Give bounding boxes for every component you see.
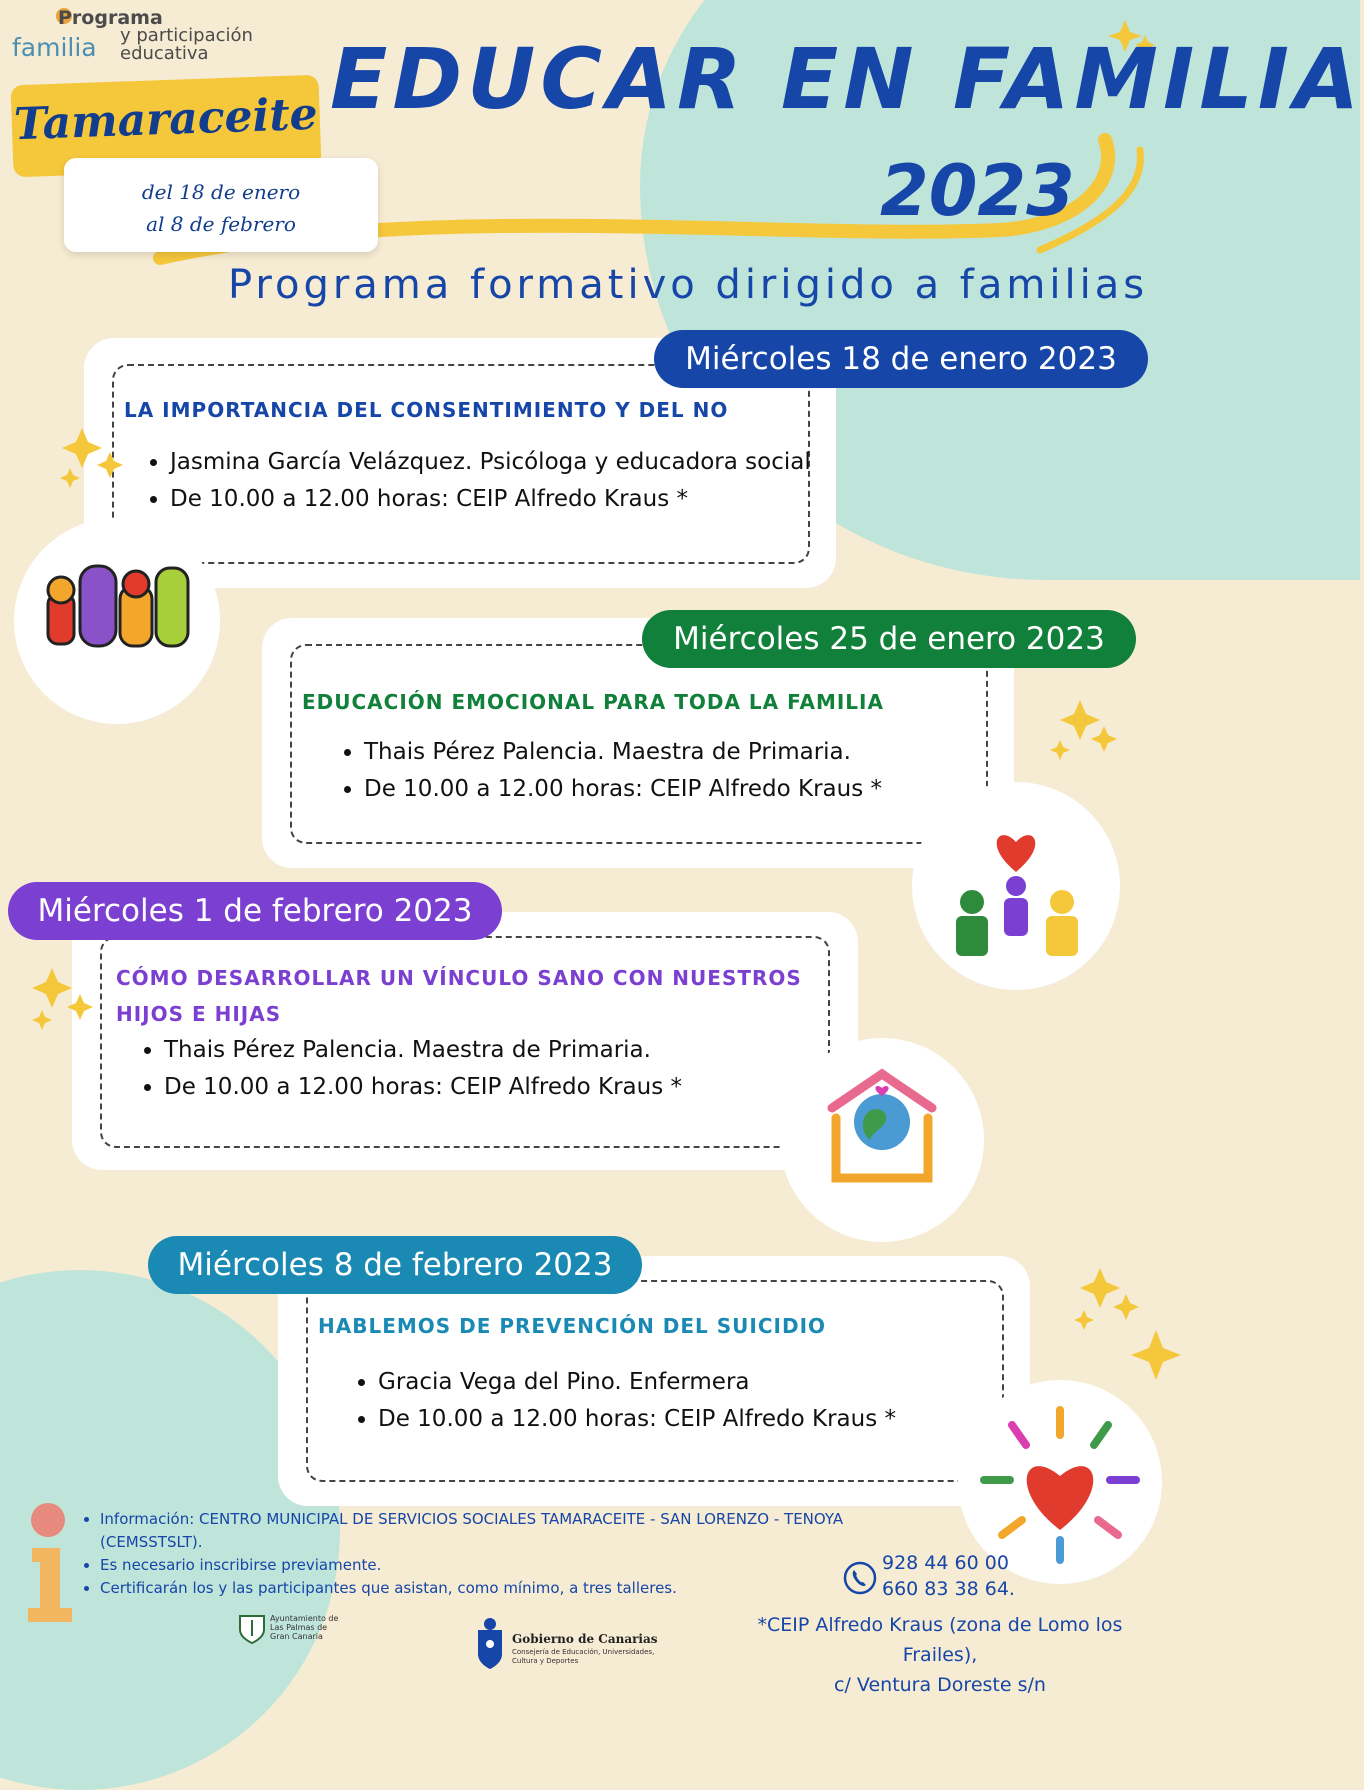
session-date-3: Miércoles 1 de febrero 2023: [8, 882, 502, 940]
ayuntamiento-logo: Ayuntamiento de Las Palmas de Gran Canaria: [238, 1612, 348, 1668]
session-speaker-4: • Gracia Vega del Pino. Enfermera: [378, 1364, 896, 1401]
location-tag: Tamaraceite: [10, 75, 321, 178]
venue-address: *CEIP Alfredo Kraus (zona de Lomo los Frailes), c/ Ventura Doreste s/n: [757, 1614, 1123, 1696]
session-speaker-2: • Thais Pérez Palencia. Maestra de Primaria.: [364, 734, 882, 771]
info-icon: [24, 1500, 80, 1624]
gobierno-crest-icon: [474, 1614, 506, 1670]
session-date-4: Miércoles 8 de febrero 2023: [148, 1236, 642, 1294]
session-schedule-3: • De 10.00 a 12.00 horas: CEIP Alfredo Kraus *: [164, 1069, 682, 1106]
info-list: [82, 1508, 880, 1600]
session-schedule-1: • De 10.00 a 12.00 horas: CEIP Alfredo Kraus *: [170, 481, 811, 518]
phone-1: 928 44 60 00: [882, 1552, 1009, 1574]
page-title: EDUCAR EN FAMILIA: [330, 30, 1364, 128]
ayuntamiento-crest-icon: [238, 1614, 266, 1644]
session-speaker-3: • Thais Pérez Palencia. Maestra de Primaria.: [164, 1032, 682, 1069]
dates-tag: del 18 de enero al 8 de febrero: [64, 158, 378, 252]
session-topic-2: EDUCACIÓN EMOCIONAL PARA TODA LA FAMILIA: [302, 690, 884, 714]
page-subtitle: Programa formativo dirigido a familias: [228, 262, 1149, 308]
session-schedule-2: • De 10.00 a 12.00 horas: CEIP Alfredo Kraus *: [364, 771, 882, 808]
phone-numbers: [882, 1550, 1015, 1602]
session-date-1: Miércoles 18 de enero 2023: [654, 330, 1148, 388]
phone-2: 660 83 38 64.: [882, 1578, 1015, 1600]
session-speaker-1: • Jasmina García Velázquez. Psicóloga y educadora social: [170, 444, 811, 481]
phone-icon: [842, 1560, 878, 1596]
session-topic-4: HABLEMOS DE PREVENCIÓN DEL SUICIDIO: [318, 1314, 827, 1338]
logo-familia: familia: [12, 33, 97, 62]
session-topic-3: CÓMO DESARROLLAR UN VÍNCULO SANO CON NUESTROS HIJOS E HIJAS: [116, 966, 802, 1026]
session-schedule-4: • De 10.00 a 12.00 horas: CEIP Alfredo Kraus *: [378, 1401, 896, 1438]
info-item-2: • Es necesario inscribirse previamente.: [100, 1554, 880, 1577]
logo-programa: Programa: [58, 7, 163, 29]
info-item-3: • Certificarán los y las participantes que asistan, como mínimo, a tres talleres.: [100, 1577, 880, 1600]
gobierno-canarias-logo: Gobierno de Canarias Consejería de Educación, Universidades, Cultura y Deportes: [474, 1614, 664, 1670]
page-year: 2023: [880, 150, 1075, 232]
session-date-2: Miércoles 25 de enero 2023: [642, 610, 1136, 668]
session-topic-1: LA IMPORTANCIA DEL CONSENTIMIENTO Y DEL NO: [124, 398, 729, 422]
logo-participacion: y participación educativa: [120, 25, 253, 64]
info-item-1: • Información: CENTRO MUNICIPAL DE SERVICIOS SOCIALES TAMARACEITE - SAN LORENZO - TENOYA (CEMSSTSLT).: [100, 1508, 880, 1554]
